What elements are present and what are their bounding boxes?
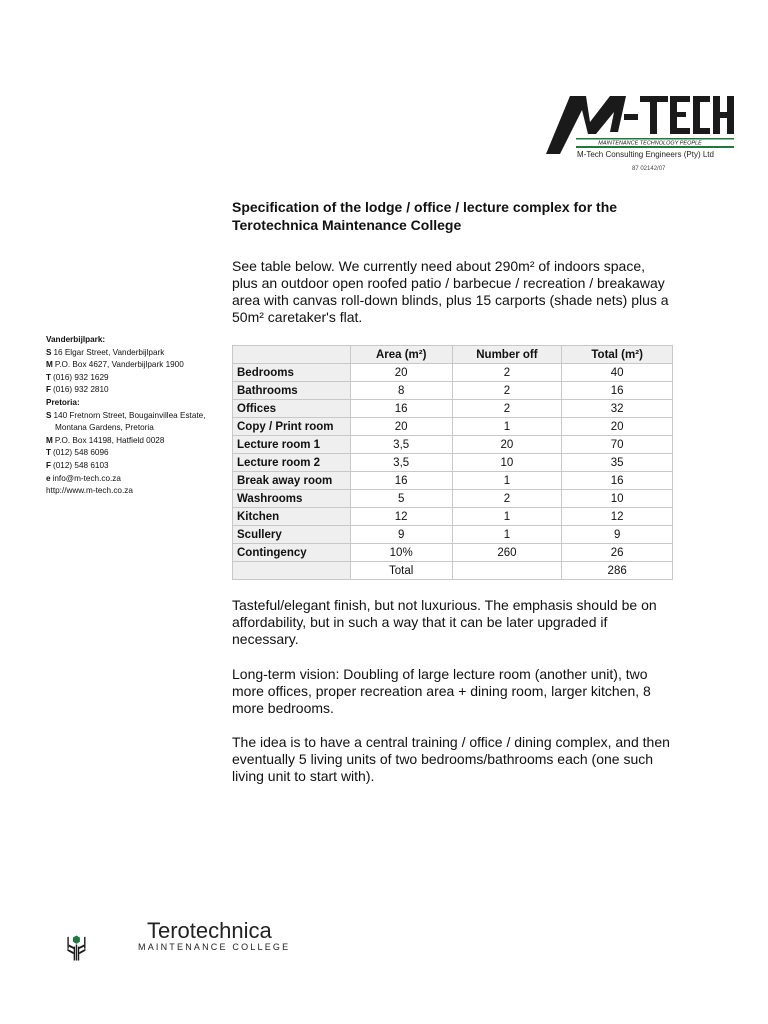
vanderbijlpark-tel: T (016) 932 1629 xyxy=(46,372,109,382)
pretoria-postal: M P.O. Box 14198, Hatfield 0028 xyxy=(46,435,165,445)
total-cell: 32 xyxy=(562,400,673,418)
table-row xyxy=(233,436,673,454)
total-empty-cell xyxy=(452,562,562,580)
room-name: Offices xyxy=(233,400,351,418)
specification-table xyxy=(232,345,673,580)
header-cell: Number off xyxy=(452,346,562,364)
table-row xyxy=(233,508,673,526)
document-title: Specification of the lodge / office / lecture complex for the Terotechnica Maintenance College xyxy=(232,199,618,233)
room-name: Lecture room 1 xyxy=(233,436,351,454)
table-row xyxy=(233,454,673,472)
total-cell: 70 xyxy=(562,436,673,454)
terotechnica-logo xyxy=(66,908,146,988)
area-cell: 20 xyxy=(350,364,452,382)
contact-details xyxy=(46,334,231,498)
area-cell: 9 xyxy=(350,526,452,544)
table-row xyxy=(233,364,673,382)
table-row xyxy=(233,472,673,490)
header-cell: Total (m²) xyxy=(562,346,673,364)
total-cell: 9 xyxy=(562,526,673,544)
table-total-row xyxy=(233,562,673,580)
room-name: Contingency xyxy=(233,544,351,562)
room-name: Kitchen xyxy=(233,508,351,526)
number-cell: 20 xyxy=(452,436,562,454)
room-name: Scullery xyxy=(233,526,351,544)
room-name: Bathrooms xyxy=(233,382,351,400)
total-cell: 10 xyxy=(562,490,673,508)
total-cell: 20 xyxy=(562,418,673,436)
pretoria-tel: T (012) 548 6096 xyxy=(46,448,109,458)
grand-total: 286 xyxy=(562,562,673,580)
room-name: Break away room xyxy=(233,472,351,490)
table-row xyxy=(233,526,673,544)
vanderbijlpark-heading: Vanderbijlpark: xyxy=(46,335,106,344)
table-row xyxy=(233,382,673,400)
number-cell: 1 xyxy=(452,418,562,436)
pretoria-fax: F (012) 548 6103 xyxy=(46,460,109,470)
total-blank-cell xyxy=(233,562,351,580)
number-cell: 260 xyxy=(452,544,562,562)
table-row xyxy=(233,418,673,436)
room-name: Lecture room 2 xyxy=(233,454,351,472)
intro-paragraph: See table below. We currently need about 290m² of indoors space, plus an outdoor open roofed patio / barbecue / recreation / breakaway area with canvas roll-down blinds, plus 15 carports (shade nets) plus a 50m² caretaker's flat. xyxy=(232,258,669,325)
table-header-row xyxy=(233,346,673,364)
total-cell: 35 xyxy=(562,454,673,472)
number-cell: 2 xyxy=(452,364,562,382)
pretoria-email[interactable]: e info@m-tech.co.za xyxy=(46,473,121,483)
total-cell: 40 xyxy=(562,364,673,382)
table-row xyxy=(233,400,673,418)
company-name: M-Tech Consulting Engineers (Pty) Ltd xyxy=(577,150,714,159)
total-cell: 12 xyxy=(562,508,673,526)
total-cell: 16 xyxy=(562,472,673,490)
website-link[interactable]: http://www.m-tech.co.za xyxy=(46,486,133,496)
vanderbijlpark-postal: M P.O. Box 4627, Vanderbijlpark 1900 xyxy=(46,360,184,370)
number-cell: 1 xyxy=(452,472,562,490)
area-cell: 10% xyxy=(350,544,452,562)
pretoria-street-2: Montana Gardens, Pretoria xyxy=(55,423,154,433)
header-cell: Area (m²) xyxy=(350,346,452,364)
number-cell: 2 xyxy=(452,382,562,400)
number-cell: 10 xyxy=(452,454,562,472)
header-cell xyxy=(233,346,351,364)
area-cell: 12 xyxy=(350,508,452,526)
vanderbijlpark-street: S 16 Elgar Street, Vanderbijlpark xyxy=(46,347,165,357)
room-name: Washrooms xyxy=(233,490,351,508)
room-name: Copy / Print room xyxy=(233,418,351,436)
vision-paragraph: Long-term vision: Doubling of large lecture room (another unit), two more offices, proper recreation area + dining room, larger kitchen, 8 more bedrooms. xyxy=(232,666,651,716)
college-subtitle: MAINTENANCE COLLEGE xyxy=(138,942,291,952)
area-cell: 5 xyxy=(350,490,452,508)
total-cell: 26 xyxy=(562,544,673,562)
idea-paragraph: The idea is to have a central training / office / dining complex, and then eventually 5 living units of two bedrooms/bathrooms each (one such living unit to start with). xyxy=(232,734,670,784)
college-name: Terotechnica xyxy=(147,918,272,943)
table-row xyxy=(233,490,673,508)
total-label: Total xyxy=(350,562,452,580)
number-cell: 1 xyxy=(452,526,562,544)
number-cell: 2 xyxy=(452,490,562,508)
area-cell: 16 xyxy=(350,400,452,418)
area-cell: 3,5 xyxy=(350,436,452,454)
pretoria-street: S 140 Fretnorn Street, Bougainvillea Estate, xyxy=(46,410,206,420)
total-cell: 16 xyxy=(562,382,673,400)
room-name: Bedrooms xyxy=(233,364,351,382)
m-tech-tagline: MAINTENANCE TECHNOLOGY PEOPLE xyxy=(598,140,702,147)
company-registration: 87 02142/07 xyxy=(632,166,666,172)
area-cell: 3,5 xyxy=(350,454,452,472)
pretoria-heading: Pretoria: xyxy=(46,397,80,407)
m-tech-logo xyxy=(540,88,736,158)
area-cell: 16 xyxy=(350,472,452,490)
number-cell: 2 xyxy=(452,400,562,418)
area-cell: 20 xyxy=(350,418,452,436)
number-cell: 1 xyxy=(452,508,562,526)
table-row xyxy=(233,544,673,562)
finish-paragraph: Tasteful/elegant finish, but not luxurious. The emphasis should be on affordability, but in such a way that it can be later upgraded if necessary. xyxy=(232,597,657,647)
area-cell: 8 xyxy=(350,382,452,400)
vanderbijlpark-fax: F (016) 932 2810 xyxy=(46,385,109,395)
